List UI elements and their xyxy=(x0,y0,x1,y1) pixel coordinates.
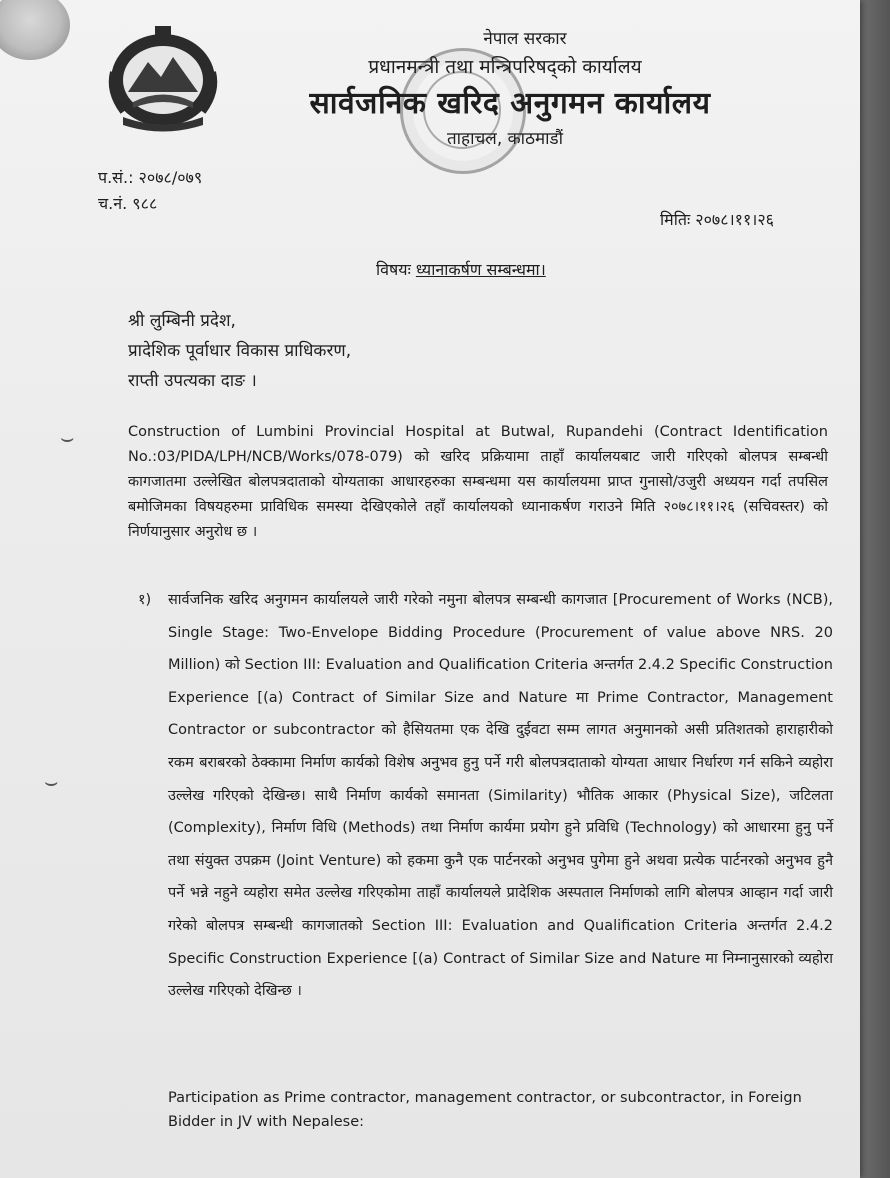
office-stamp xyxy=(400,48,526,174)
margin-mark: ⌣ xyxy=(60,426,75,451)
address-line-1: श्री लुम्बिनी प्रदेश, xyxy=(128,311,236,331)
ps-number: प.सं.: २०७८/०७९ xyxy=(98,168,203,187)
cn-number: च.नं. ९८८ xyxy=(98,194,158,213)
nepal-emblem-logo xyxy=(103,22,223,134)
letter-date: मितिः २०७८।११।२६ xyxy=(660,210,774,229)
participation-heading: Participation as Prime contractor, management contractor, or subcontractor, in Foreign Bidder in JV with Nepalese: xyxy=(168,1090,802,1130)
reference-numbers xyxy=(98,165,202,217)
item-1-number: १) xyxy=(138,592,152,608)
item-1-text: सार्वजनिक खरिद अनुगमन कार्यालयले जारी गरेको नमुना बोलपत्र सम्बन्धी कागजात [Procurement of Works (NCB), Single Stage: Two-Envelope Bidding Procedure (Procurement of value above NRS. 20 Million) को Section III: Evaluation and Qualification Criteria अन्तर्गत 2.4.2 Specific Construction Experience [(a) Contract of Similar Size and Nature मा Prime Contractor, Management Contractor or subcontractor को हैसियतमा एक देखि दुईवटा सम्म लागत अनुमानको असी प्रतिशतको हाराहारीको रकम बराबरको ठेक्कामा निर्माण कार्यको विशेष अनुभव हुनु पर्ने गरी बोलपत्रदाताको योग्यता आधार निर्धारण गर्न सकिने व्यहोरा उल्लेख गरिएको देखिन्छ। साथै निर्माण कार्यको समानता (Similarity) भौतिक आकार (Physical Size), जटिलता (Complexity), निर्माण विधि (Methods) तथा निर्माण कार्यमा प्रयोग हुने प्रविधि (Technology) को आधारमा हुनु पर्ने तथा संयुक्त उपक्रम (Joint Venture) को हकमा कुनै एक पार्टनरको अनुभव पुगेमा हुने अथवा प्रत्येक पार्टनरको अनुभव हुनै पर्ने भन्ने नहुने व्यहोरा समेत उल्लेख गरिएकोमा ताहाँ कार्यालयले प्रादेशिक अस्पताल निर्माणको लागि बोलपत्र आव्हान गर्दा जारी गरेको बोलपत्र सम्बन्धी कागजातको Section III: Evaluation and Qualification Criteria अन्तर्गत 2.4.2 Specific Construction Experience [(a) Contract of Similar Size and Nature मा निम्नानुसारको व्यहोरा उल्लेख गरिएको देखिन्छ । xyxy=(168,592,833,1000)
finger-shadow xyxy=(0,0,70,60)
address-line-2: प्रादेशिक पूर्वाधार विकास प्राधिकरण, xyxy=(128,341,352,361)
subject-line xyxy=(376,258,546,280)
address-line-3: राप्ती उपत्यका दाङ । xyxy=(128,371,257,391)
item-1 xyxy=(138,584,833,1008)
pm-office-name: प्रधानमन्त्री तथा मन्त्रिपरिषद्को कार्यालय xyxy=(368,56,642,78)
subject-text: ध्यानाकर्षण सम्बन्धमा। xyxy=(415,260,546,279)
margin-mark: ⌣ xyxy=(44,770,59,795)
office-location: ताहाचल, काठमाडौं xyxy=(446,129,564,149)
body-paragraph: Construction of Lumbini Provincial Hospital at Butwal, Rupandehi (Contract Identification No.:03/PIDA/LPH/NCB/Works/078-079) को खरिद प्रक्रियामा ताहाँ कार्यालयबाट जारी गरिएको बोलपत्र सम्बन्धी कागजातमा उल्लेखित बोलपत्रदाताको योग्यताका आधारहरुका सम्बन्धमा यस कार्यालयमा प्राप्त गुनासो/उजुरी अध्ययन गर्दा तपसिल बमोजिमका विषयहरुमा प्राविधिक समस्या देखिएकोले तहाँ कार्यालयको ध्यानाकर्षण गराउने मिति २०७८।११।२६ (सचिवस्तर) को निर्णयानुसार अनुरोध छ । xyxy=(128,424,828,540)
office-name: सार्वजनिक खरिद अनुगमन कार्यालय xyxy=(309,86,711,121)
recipient-address xyxy=(128,306,351,396)
government-name: नेपाल सरकार xyxy=(483,29,567,49)
subject-label: विषयः xyxy=(376,260,411,279)
